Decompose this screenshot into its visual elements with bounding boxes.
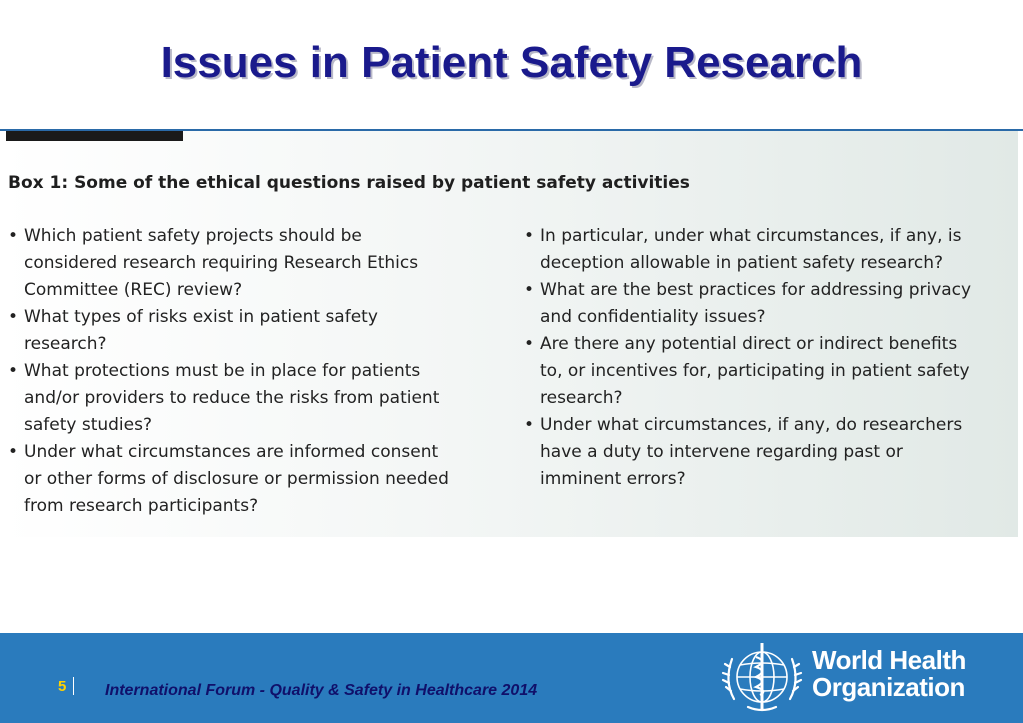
who-wordmark-line2: Organization xyxy=(812,672,965,702)
question-item xyxy=(8,304,488,358)
question-item xyxy=(524,412,1014,493)
page-number-divider xyxy=(73,677,74,695)
question-line: Which patient safety projects should be xyxy=(24,226,362,246)
bullet-icon: • xyxy=(8,361,19,381)
left-question-column xyxy=(8,223,488,520)
who-wordmark-line1: World Health xyxy=(812,645,966,675)
question-line: deception allowable in patient safety research? xyxy=(540,253,943,273)
question-line: Under what circumstances are informed consent xyxy=(24,442,439,462)
question-item xyxy=(8,358,488,439)
question-line: to, or incentives for, participating in patient safety xyxy=(540,361,970,381)
who-emblem-icon xyxy=(718,637,806,719)
bullet-icon: • xyxy=(524,334,535,354)
question-line: from research participants? xyxy=(24,496,259,516)
bullet-icon: • xyxy=(524,415,535,435)
footer-bar xyxy=(0,633,1023,723)
question-line: Are there any potential direct or indirect benefits xyxy=(540,334,958,354)
bullet-icon: • xyxy=(8,226,19,246)
question-line: or other forms of disclosure or permission needed xyxy=(24,469,449,489)
question-line: Under what circumstances, if any, do researchers xyxy=(540,415,963,435)
page-number: 5 xyxy=(58,678,67,695)
bullet-icon: • xyxy=(524,226,535,246)
question-line: In particular, under what circumstances, if any, is xyxy=(540,226,962,246)
question-item xyxy=(524,331,1014,412)
question-line: What types of risks exist in patient safety xyxy=(24,307,378,327)
box-heading: Box 1: Some of the ethical questions raised by patient safety activities xyxy=(8,173,690,193)
ethics-box xyxy=(2,131,1018,537)
question-line: considered research requiring Research Ethics xyxy=(24,253,419,273)
bullet-icon: • xyxy=(8,307,19,327)
bullet-icon: • xyxy=(8,442,19,462)
question-item xyxy=(524,223,1014,277)
question-item xyxy=(524,277,1014,331)
question-line: and/or providers to reduce the risks from patient xyxy=(24,388,440,408)
footer-caption: International Forum - Quality & Safety in Healthcare 2014 xyxy=(105,682,538,699)
box-accent-bar xyxy=(6,131,183,141)
who-wordmark xyxy=(812,647,966,701)
question-item xyxy=(8,223,488,304)
question-line: safety studies? xyxy=(24,415,152,435)
question-line: research? xyxy=(24,334,107,354)
question-item xyxy=(8,439,488,520)
question-line: have a duty to intervene regarding past or xyxy=(540,442,903,462)
question-line: What protections must be in place for patients xyxy=(24,361,421,381)
question-line: and confidentiality issues? xyxy=(540,307,766,327)
question-line: Committee (REC) review? xyxy=(24,280,243,300)
page-title: Issues in Patient Safety Research xyxy=(160,38,863,87)
right-question-column xyxy=(524,223,1014,493)
question-line: What are the best practices for addressing privacy xyxy=(540,280,972,300)
question-line: research? xyxy=(540,388,623,408)
bullet-icon: • xyxy=(524,280,535,300)
question-line: imminent errors? xyxy=(540,469,686,489)
